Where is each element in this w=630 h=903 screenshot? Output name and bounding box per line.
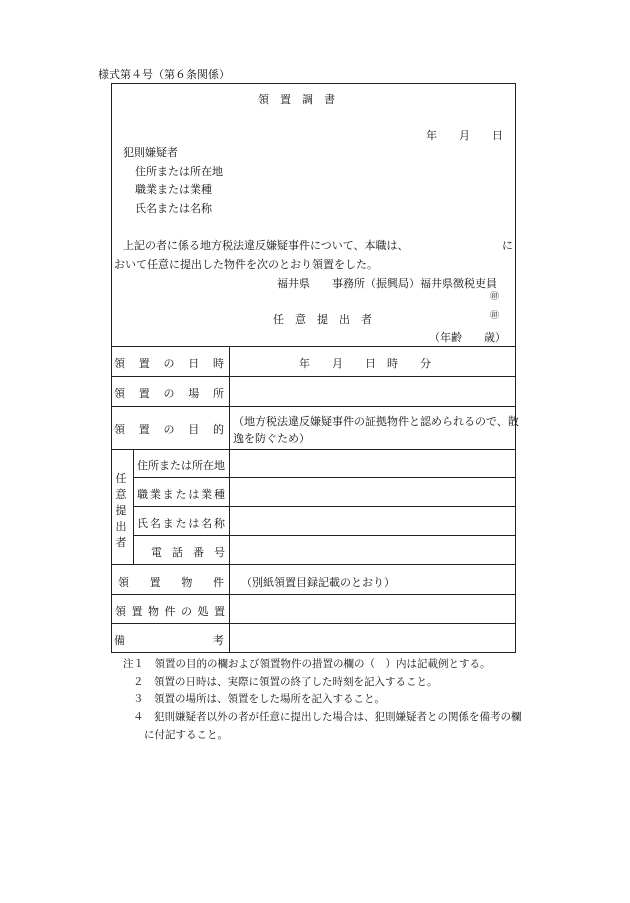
note-3: ３ 領置の場所は、領置をした場所を記入すること。 — [133, 693, 385, 705]
label-char: 業 — [201, 488, 213, 501]
label-char: 住 — [137, 459, 148, 472]
label-char: た — [175, 488, 187, 501]
label-char: 置 — [214, 605, 225, 618]
label-submitter-phone — [151, 544, 225, 560]
label-char: 種 — [213, 488, 225, 501]
label-submitter-address — [137, 457, 225, 473]
label-char: 場 — [188, 387, 200, 400]
label-char: ま — [162, 517, 174, 530]
value-seizure-purpose-1: （地方税法違反嫌疑事件の証拠物件と認められるので、散 — [233, 415, 519, 428]
label-char: 領 — [114, 357, 125, 370]
label-submitter-occupation — [137, 486, 225, 502]
label-char: は — [188, 517, 200, 530]
label-char: 的 — [213, 423, 224, 436]
label-remarks — [114, 632, 224, 648]
officer-seal: ㊞ — [490, 292, 500, 302]
statement-line-1-end: に — [502, 239, 513, 252]
label-char: 職 — [137, 488, 148, 501]
label-char: た — [170, 459, 181, 472]
label-char: の — [163, 423, 175, 436]
row-rule — [111, 564, 516, 565]
label-char: ま — [159, 459, 170, 472]
officer-line: 福井県 事務所（振興局）福井県徴税吏員 — [277, 277, 497, 290]
label-char: 置 — [138, 423, 150, 436]
label-seized-items — [118, 574, 224, 590]
label-char: 提 — [115, 504, 127, 517]
row-rule — [111, 449, 516, 450]
label-char: 名 — [149, 517, 161, 530]
label-char: 者 — [115, 536, 127, 549]
label-char: 所 — [192, 459, 203, 472]
note-4-line-1: ４ 犯則嫌疑者以外の者が任意に提出した場合は、犯則嫌疑者との関係を備考の欄 — [133, 711, 522, 723]
row-rule — [133, 535, 516, 536]
note-2: ２ 領置の日時は、実際に領置の終了した時刻を記入すること。 — [133, 676, 438, 688]
label-char: 領 — [115, 605, 126, 618]
label-char: 置 — [149, 576, 161, 589]
label-char: 物 — [181, 576, 193, 589]
label-char: 号 — [214, 546, 225, 559]
label-char: 置 — [138, 387, 150, 400]
row-rule — [111, 376, 516, 377]
row-rule — [133, 506, 516, 507]
label-char: 目 — [188, 423, 200, 436]
label-char: 氏 — [137, 517, 148, 530]
statement-line-2: おいて任意に提出した物件を次のとおり領置をした。 — [114, 258, 378, 271]
submitter-signature-label: 任 意 提 出 者 — [273, 313, 372, 326]
label-char: の — [163, 357, 175, 370]
row-rule — [111, 594, 516, 595]
suspect-occupation-label: 職業または業種 — [135, 183, 212, 196]
label-char: 考 — [213, 634, 224, 647]
label-char: 所 — [213, 387, 224, 400]
submitter-seal: ㊞ — [490, 311, 500, 321]
label-char: 所 — [148, 459, 159, 472]
label-char: 業 — [149, 488, 161, 501]
label-char: 件 — [212, 576, 224, 589]
label-char: 領 — [114, 387, 125, 400]
label-char: 領 — [114, 423, 125, 436]
note-4-line-2: に付記すること。 — [144, 729, 228, 741]
label-submitter-group — [115, 470, 127, 549]
label-char: 物 — [148, 605, 159, 618]
label-char: は — [181, 459, 192, 472]
label-seizure-place — [114, 385, 224, 401]
label-char: た — [175, 517, 187, 530]
label-char: 番 — [193, 546, 204, 559]
date-line: 年 月 日 — [426, 129, 503, 142]
group-divider — [133, 449, 134, 564]
row-rule — [111, 623, 516, 624]
note-1: 注１ 領置の目的の欄および領置物件の措置の欄の（ ）内は記載例とする。 — [123, 658, 491, 670]
label-char: 話 — [172, 546, 183, 559]
label-char: 日 — [188, 357, 200, 370]
label-char: の — [163, 387, 175, 400]
label-char: 在 — [203, 459, 214, 472]
suspect-name-label: 氏名または名称 — [135, 202, 212, 215]
column-divider — [229, 346, 230, 653]
statement-line-1: 上記の者に係る地方税法違反嫌疑事件について、本職は、 — [123, 239, 409, 252]
label-char: 名 — [201, 517, 213, 530]
label-char: 任 — [115, 472, 127, 485]
row-rule — [111, 406, 516, 407]
label-char: 領 — [118, 576, 129, 589]
label-char: 地 — [214, 459, 225, 472]
label-char: 備 — [114, 634, 125, 647]
age-text: （年齢 歳） — [429, 331, 506, 344]
label-char: 出 — [115, 520, 127, 533]
label-char: 置 — [138, 357, 150, 370]
label-char: ま — [162, 488, 174, 501]
label-seizure-purpose — [114, 421, 224, 437]
value-seized-items: （別紙領置目録記載のとおり） — [241, 576, 395, 589]
label-char: 置 — [131, 605, 143, 618]
label-submitter-name — [137, 515, 225, 531]
label-char: 処 — [197, 605, 209, 618]
value-seizure-purpose-2: 逸を防ぐため） — [233, 432, 310, 445]
document-title: 領 置 調 書 — [258, 93, 335, 106]
label-char: の — [181, 605, 192, 618]
label-char: 意 — [115, 488, 127, 501]
label-char: 件 — [164, 605, 176, 618]
row-rule — [133, 477, 516, 478]
table-top-rule — [111, 346, 516, 347]
label-char: 電 — [151, 546, 162, 559]
suspect-address-label: 住所または所在地 — [135, 165, 223, 178]
label-seizure-datetime — [114, 355, 224, 371]
label-char: 称 — [213, 517, 225, 530]
label-char: 時 — [213, 357, 224, 370]
form-number-label: 様式第４号（第６条関係） — [98, 68, 230, 81]
label-char: は — [188, 488, 200, 501]
value-seizure-datetime: 年 月 日 時 分 — [299, 357, 431, 370]
label-disposition — [115, 603, 225, 619]
suspect-heading: 犯則嫌疑者 — [123, 146, 178, 159]
